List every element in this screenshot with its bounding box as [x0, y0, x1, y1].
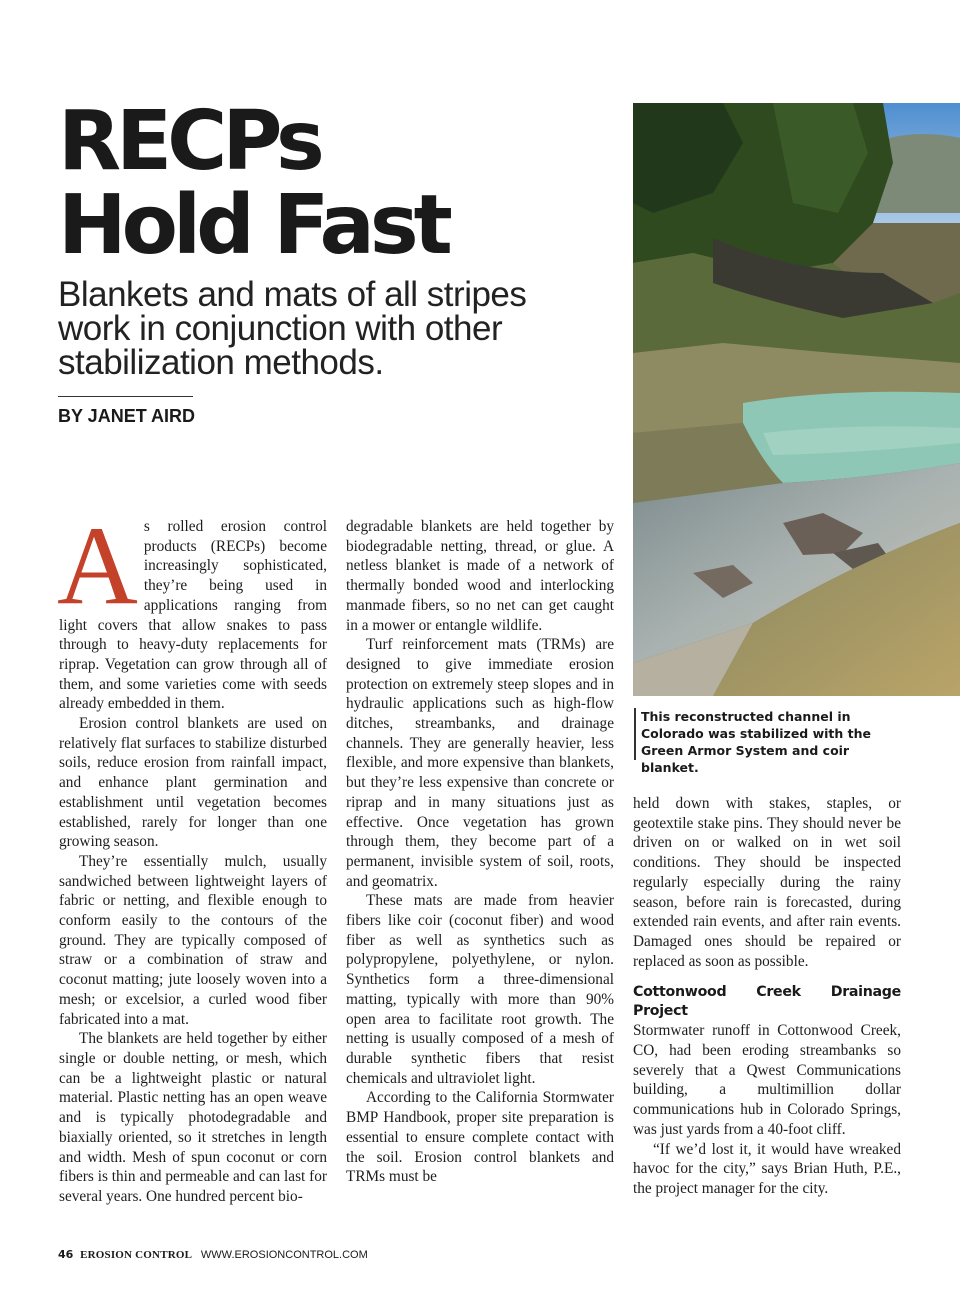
- magazine-name: EROSION CONTROL: [80, 1249, 193, 1261]
- body-paragraph: “If we’d lost it, it would have wreaked havoc for the city,” says Brian Huth, P.E., the project manager for the city.: [633, 1140, 901, 1197]
- body-paragraph: Turf reinforcement mats (TRMs) are designed to give immediate erosion protection on extremely steep slopes and in hydraulic applications such as high-flow ditches, streambanks, and drainage channels. They are generally heavier, less flexible, and more expensive than blankets, but they’re less expensive than concrete or riprap and in many situations just as effective. Once vegetation has grown through them, they become part of a permanent, invisible system of soil, roots, and geomatrix.: [346, 636, 614, 890]
- body-paragraph: They’re essentially mulch, usually sandwiched between lightweight layers of fabric or netting, and flexible enough to conform easily to the contours of the ground. They are typically composed of straw or a combination of straw and coconut matting; jute loosely woven into a mesh; or excelsior, a curled wood fiber fabricated into a mat.: [59, 852, 327, 1028]
- photo-caption: This reconstructed channel in Colorado was stabilized with the Green Armor System and coir blanket.: [641, 709, 872, 775]
- byline: BY JANET AIRD: [58, 406, 196, 426]
- section-heading: Cottonwood Creek Drainage Project: [633, 984, 901, 1020]
- body-paragraph: degradable blankets are held together by biodegradable netting, thread, or glue. A netless blanket is made of a network of thermally bonded wood and interlocking manmade fibers, so no net can get caught in a mower or entangle wildlife.: [346, 518, 614, 634]
- paragraph-text: s rolled erosion control products (RECPs) become increasingly sophisticated, they’re being used in applications ranging from light covers that allow snakes to pass through to heavy-duty replacements for riprap. Vegetation can grow through all of them, and some varieties come with seeds already embedded in them.: [59, 518, 327, 713]
- body-paragraph: The blankets are held together by either single or double netting, or mesh, which can be a lightweight plastic or natural material. Plastic netting has an open weave and is typically photodegradable and biaxially oriented, so it stretches in length and width. Mesh of spun coconut or corn fibers is thin and permeable and can last for several years. One hundred percent bio-: [59, 1030, 327, 1205]
- subtitle-line: Blankets and mats of all stripes: [58, 275, 527, 314]
- byline-divider: [58, 396, 193, 397]
- body-paragraph: Stormwater runoff in Cottonwood Creek, CO, had been eroding streambanks so severely that a Qwest Communications building, a multimillion dollar communications hub in Colorado Springs, was just yards from a 40-foot cliff.: [633, 1022, 901, 1138]
- body-paragraph: held down with stakes, staples, or geotextile stake pins. They should never be driven on or walked on in wet soil conditions. They should be inspected regularly especially during the rainy season, before rain is forecasted, during extended rain events, and after rain events. Damaged ones should be repaired or replaced as soon as possible.: [633, 795, 901, 970]
- body-column-3: [633, 794, 901, 1199]
- page-number: 46: [58, 1248, 74, 1261]
- body-paragraph: According to the California Stormwater BMP Handbook, proper site preparation is essential to ensure complete contact with the soil. Erosion control blankets and TRMs must be: [346, 1089, 614, 1186]
- page-footer: [58, 1248, 368, 1261]
- body-paragraph: Erosion control blankets are used on relatively flat surfaces to stabilize disturbed soils, reduce erosion from rainfall impact, and enhance plant germination and establishment until vegetation becomes established, rarely for longer than one growing season.: [59, 715, 327, 851]
- subtitle-line: stabilization methods.: [58, 343, 384, 382]
- drop-cap: A: [57, 504, 138, 628]
- channel-photo: [633, 103, 960, 696]
- article-subtitle: [58, 275, 578, 382]
- body-paragraph: [57, 504, 327, 714]
- magazine-url: WWW.EROSIONCONTROL.COM: [200, 1249, 368, 1261]
- subtitle-line: work in conjunction with other: [58, 309, 503, 348]
- caption-rule: [634, 708, 636, 760]
- channel-photo-illustration: [633, 103, 960, 696]
- body-column-2: [346, 517, 614, 1187]
- title-line-1: RECPs: [58, 94, 320, 189]
- article-title: [58, 94, 448, 273]
- title-line-2: Hold Fast: [58, 178, 448, 273]
- body-paragraph: These mats are made from heavier fibers like coir (coconut fiber) and wood fiber as well as synthetics such as polypropylene, polyethylene, or nylon. Synthetics form a three-dimensional matting, typically with more than 90% open area to facilitate root growth. The netting is usually composed of a mesh of durable synthetic fibers that resist chemicals and ultraviolet light.: [346, 892, 614, 1087]
- body-column-1: [57, 504, 327, 1207]
